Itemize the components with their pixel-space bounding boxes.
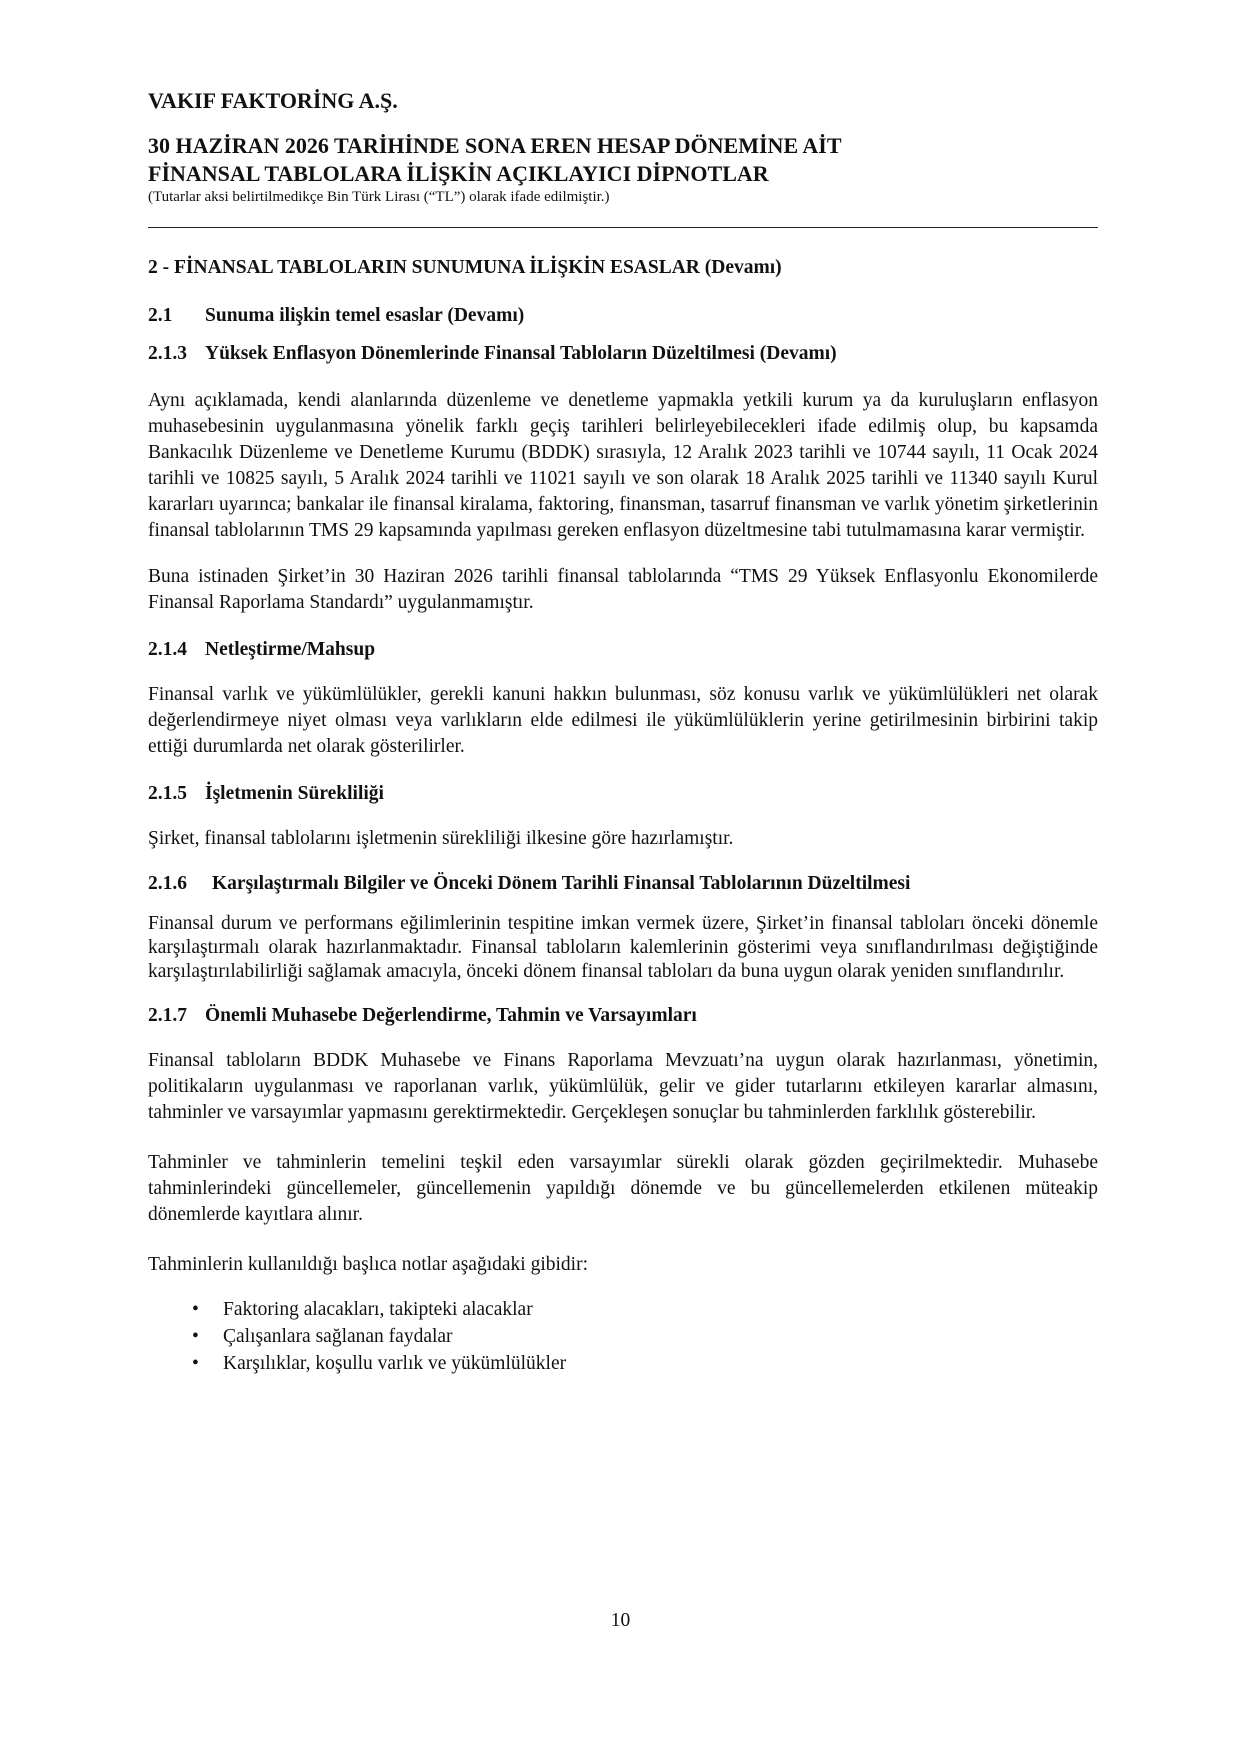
heading-number: 2.1.3 (148, 343, 187, 364)
heading-number: 2.1.5 (148, 783, 187, 804)
list-item-text: Faktoring alacakları, takipteki alacaklar (223, 1299, 533, 1320)
list-item-text: Çalışanlara sağlanan faydalar (223, 1326, 453, 1347)
list-item (148, 1296, 1098, 1323)
heading-2-1-7 (148, 1004, 1098, 1028)
page-number: 10 (610, 1610, 631, 1631)
section-heading: 2 - FİNANSAL TABLOLARIN SUNUMUNA İLİŞKİN ESASLAR (Devamı) (148, 257, 782, 278)
document-title-line-2: FİNANSAL TABLOLARA İLİŞKİN AÇIKLAYICI DİPNOTLAR (148, 161, 769, 186)
heading-number: 2.1.4 (148, 639, 187, 660)
list-item (148, 1323, 1098, 1350)
heading-2-1-4 (148, 638, 1098, 662)
heading-title: İşletmenin Sürekliliği (205, 783, 384, 804)
heading-2-1-5 (148, 782, 1098, 806)
paragraph-2-1-4: Finansal varlık ve yükümlülükler, gerekli kanuni hakkın bulunması, söz konusu varlık ve yükümlülükleri net olarak değerlendirmeye niyet olması veya varlıkların elde edilmesi ile yükümlülüklerin yerine getirilmesinin birbirini takip ettiği durumlarda net olarak gösterilirler. (148, 684, 1098, 757)
heading-title: Netleştirme/Mahsup (205, 639, 376, 660)
paragraph-2-1-7-b: Tahminler ve tahminlerin temelini teşkil eden varsayımlar sürekli olarak gözden geçirilmektedir. Muhasebe tahminlerindeki güncellemeler, güncellemenin yapıldığı dönemde ve bu güncellemelerden etkilenen müteakip dönemlerde kayıtlara alınır. (148, 1152, 1098, 1225)
company-name: VAKIF FAKTORİNG A.Ş. (148, 88, 398, 113)
page-header (148, 88, 1098, 208)
estimates-list (148, 1296, 1098, 1377)
paragraph-2-1-3-b: Buna istinaden Şirket’in 30 Haziran 2026 tarihli finansal tablolarında “TMS 29 Yüksek Enflasyonlu Ekonomilerde Finansal Raporlama Standardı” uygulanmamıştır. (148, 566, 1098, 613)
heading-number: 2.1.7 (148, 1005, 187, 1026)
heading-number: 2.1.6 (148, 873, 187, 894)
heading-2-1-3 (148, 342, 1098, 366)
list-item (148, 1350, 1098, 1377)
bullet-icon: • (192, 1353, 199, 1374)
list-item-text: Karşılıklar, koşullu varlık ve yükümlülükler (223, 1353, 567, 1374)
heading-number: 2.1 (148, 305, 173, 326)
heading-title: Yüksek Enflasyon Dönemlerinde Finansal Tabloların Düzeltilmesi (Devamı) (205, 343, 837, 364)
heading-2-1 (148, 304, 1098, 328)
page-content (148, 256, 1098, 1377)
paragraph-2-1-6: Finansal durum ve performans eğilimlerinin tespitine imkan vermek üzere, Şirket’in finansal tabloları önceki dönemle karşılaştırmalı olarak hazırlanmaktadır. Finansal tabloların kalemlerinin gösterimi veya sınıflandırılması değiştiğinde karşılaştırılabilirliği sağlamak amacıyla, önceki dönem finansal tabloları da buna uygun olarak yeniden sınıflandırılır. (148, 913, 1098, 982)
heading-title: Sunuma ilişkin temel esaslar (Devamı) (205, 305, 525, 326)
paragraph-2-1-3-a: Aynı açıklamada, kendi alanlarında düzenleme ve denetleme yapmakla yetkili kurum ya da kuruluşların enflasyon muhasebesinin uygulanmasına yönelik farklı geçiş tarihleri belirleyebilecekleri ifade edilmiş olup, bu kapsamda Bankacılık Düzenleme ve Denetleme Kurumu (BDDK) sırasıyla, 12 Aralık 2023 tarihli ve 10744 sayılı, 11 Ocak 2024 tarihli ve 10825 sayılı, 5 Aralık 2024 tarihli ve 11021 sayılı ve son olarak 18 Aralık 2025 tarihli ve 11340 sayılı Kurul kararları uyarınca; bankalar ile finansal kiralama, faktoring, finansman, tasarruf finansman ve varlık yönetim şirketlerinin finansal tablolarının TMS 29 kapsamında yapılması gereken enflasyon düzeltmesine tabi tutulmamasına karar vermiştir. (148, 390, 1098, 541)
header-divider (148, 227, 1098, 228)
heading-2-1-6 (148, 872, 1098, 896)
paragraph-2-1-7-a: Finansal tabloların BDDK Muhasebe ve Finans Raporlama Mevzuatı’na uygun olarak hazırlanması, yönetimin, politikaların uygulanması ve raporlanan varlık, yükümlülük, gelir ve gider tutarlarını etkileyen kararlar almasını, tahminler ve varsayımlar yapmasını gerektirmektedir. Gerçekleşen sonuçlar bu tahminlerden farklılık gösterebilir. (148, 1050, 1098, 1123)
bullet-icon: • (192, 1299, 199, 1320)
document-title-line-1: 30 HAZİRAN 2026 TARİHİNDE SONA EREN HESAP DÖNEMİNE AİT (148, 133, 842, 158)
paragraph-2-1-7-c: Tahminlerin kullanıldığı başlıca notlar aşağıdaki gibidir: (148, 1254, 588, 1275)
document-subtitle: (Tutarlar aksi belirtilmedikçe Bin Türk Lirası (“TL”) olarak ifade edilmiştir.) (148, 189, 610, 205)
heading-title: Karşılaştırmalı Bilgiler ve Önceki Dönem Tarihli Finansal Tablolarının Düzeltilmesi (212, 873, 911, 894)
bullet-icon: • (192, 1326, 199, 1347)
paragraph-2-1-5: Şirket, finansal tablolarını işletmenin sürekliliği ilkesine göre hazırlamıştır. (148, 828, 734, 849)
heading-title: Önemli Muhasebe Değerlendirme, Tahmin ve Varsayımları (205, 1005, 697, 1026)
